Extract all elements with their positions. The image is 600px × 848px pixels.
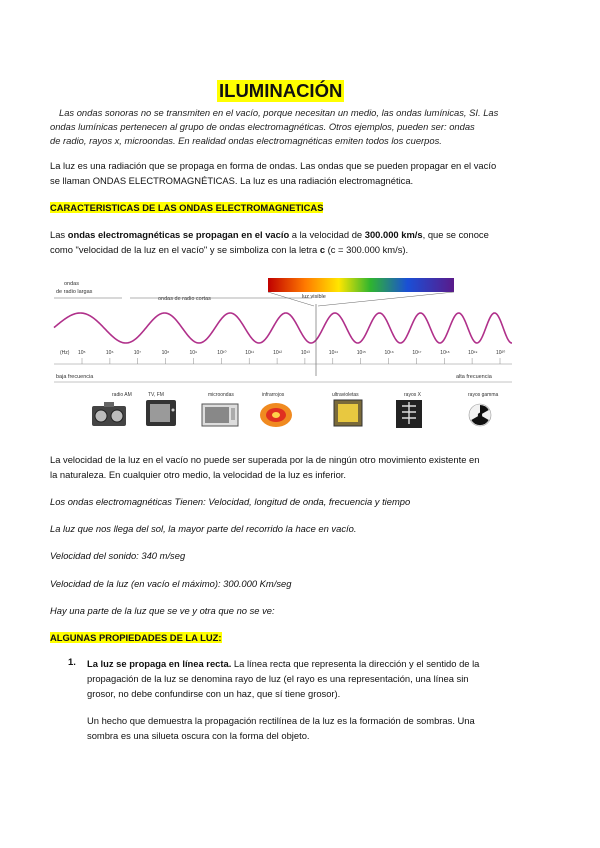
paragraph-shadows	[87, 713, 555, 743]
list-number: 1.	[68, 656, 76, 667]
heading-characteristics-text: CARACTERISTICAS DE LAS ONDAS ELECTROMAGNETICAS	[50, 202, 324, 213]
frequency-tick-label: 10¹⁶	[384, 350, 394, 356]
italic-line-sound-speed: Velocidad del sonido: 340 m/seg	[50, 550, 186, 561]
para4-line-1: Un hecho que demuestra la propagación rectilínea de la luz es la formación de sombras. Una	[87, 715, 475, 726]
radiation-icon	[469, 404, 491, 426]
intro-line-2: ondas lumínicas pertenecen al grupo de ondas electromagnéticas. Otros ejemplos, pueden ser: ondas	[50, 121, 475, 132]
label-long-radio-2: de radio largas	[56, 289, 93, 295]
visible-callout-right	[318, 292, 454, 306]
para2-line2-a: como "velocidad de la luz en el vacío" y se simboliza con la letra	[50, 244, 320, 255]
frequency-tick-label: 10¹⁰	[217, 350, 227, 356]
list-item-line-3: grosor, no debe confundirse con un haz, que sí tiene grosor).	[87, 688, 341, 699]
label-high-frequency: alta frecuencia	[456, 374, 492, 380]
para2-bold-d: 300.000 km/s	[364, 229, 423, 240]
label-short-radio: ondas de radio cortas	[158, 296, 211, 302]
paragraph-light-speed-limit	[50, 452, 555, 482]
para2-line2-c-letter: c	[319, 244, 326, 255]
label-long-radio-1: ondas	[64, 281, 79, 287]
para2-text-c: a la velocidad de	[289, 229, 365, 240]
device-label-ultraviolet: ultravioletas	[332, 392, 359, 398]
intro-line-1: Las ondas sonoras no se transmiten en el vacío, porque necesitan un medio, las ondas lumínicas, SI. Las	[59, 107, 499, 118]
para3-line-1: La velocidad de la luz en el vacío no puede ser superada por la de ningún otro movimiento existente en	[50, 454, 480, 465]
ultraviolet-lamp-icon	[334, 400, 362, 426]
wave-curve	[54, 313, 512, 343]
frequency-tick-label: 10¹¹	[245, 350, 255, 356]
frequency-tick-label: 10⁶	[105, 350, 114, 356]
device-label-gamma: rayos gamma	[468, 392, 499, 398]
frequency-tick-label: 10¹⁵	[356, 350, 367, 356]
para1-line-1: La luz es una radiación que se propaga en forma de ondas. Las ondas que se pueden propagar en el vacío	[50, 160, 497, 171]
microwave-icon	[202, 404, 238, 426]
section-heading-characteristics	[50, 200, 555, 215]
list-item-bold: La luz se propaga en línea recta.	[87, 658, 232, 669]
label-visible-light: luz visible	[302, 294, 326, 300]
intro-paragraph	[50, 106, 550, 148]
frequency-tick-label: 10²⁰	[496, 350, 506, 356]
para2-bold-b: ondas electromagnéticas se propagan en el vacío	[67, 229, 290, 240]
hz-label: (Hz)	[60, 350, 70, 356]
list-item-straight-line	[87, 656, 555, 701]
frequency-tick-label: 10⁵	[78, 350, 86, 356]
paragraph-speed-of-light	[50, 227, 555, 257]
para4-line-2: sombra es una silueta oscura con la forma del objeto.	[87, 730, 310, 741]
label-low-frequency: baja frecuencia	[56, 374, 94, 380]
frequency-tick-label: 10⁷	[133, 350, 142, 356]
frequency-tick-label: 10¹³	[300, 350, 310, 356]
frequency-ticks	[78, 350, 505, 364]
para2-text-a: Las	[50, 229, 68, 240]
frequency-tick-label: 10¹⁸	[440, 350, 450, 356]
frequency-tick-label: 10¹⁷	[412, 350, 422, 356]
frequency-tick-label: 10¹²	[273, 350, 283, 356]
list-item-line-2: propagación de la luz se denomina rayo de luz (el rayo es una representación, una línea sin	[87, 673, 469, 684]
frequency-tick-label: 10⁹	[189, 350, 198, 356]
italic-line-light-speed: Velocidad de la luz (en vacío el máximo): 300.000 Km/seg	[50, 578, 292, 589]
frequency-tick-label: 10⁸	[161, 350, 170, 356]
device-label-infrared: infrarrojos	[262, 392, 285, 398]
italic-line-properties: Los ondas electromagnéticas Tienen: Velocidad, longitud de onda, frecuencia y tiempo	[50, 496, 411, 507]
paragraph-light-radiation	[50, 158, 555, 188]
frequency-tick-label: 10¹⁴	[328, 350, 339, 356]
television-icon	[146, 400, 176, 426]
italic-line-sun: La luz que nos llega del sol, la mayor parte del recorrido la hace en vacío.	[50, 523, 357, 534]
page-title: ILUMINACIÓN	[219, 80, 343, 101]
frequency-tick-label: 10¹⁹	[468, 350, 478, 356]
device-label-xrays: rayos X	[404, 392, 421, 398]
italic-line-visible: Hay una parte de la luz que se ve y otra que no se ve:	[50, 605, 275, 616]
heading-properties-text: ALGUNAS PROPIEDADES DE LA LUZ:	[50, 632, 222, 643]
device-label-tv-fm: TV, FM	[148, 392, 164, 398]
xray-icon	[396, 400, 422, 428]
list-item-rest: La línea recta que representa la dirección y el sentido de la	[231, 658, 480, 669]
para2-line2-c: (c = 300.000 km/s).	[325, 244, 409, 255]
section-heading-properties	[50, 630, 555, 645]
para2-text-e: , que se conoce	[422, 229, 489, 240]
infrared-icon	[260, 403, 292, 427]
para1-line-2: se llaman ONDAS ELECTROMAGNÉTICAS. La luz es una radiación electromagnética.	[50, 175, 414, 186]
device-label-microwaves: microondas	[208, 392, 234, 398]
device-label-radio-am: radio AM	[112, 392, 132, 398]
radio-icon	[92, 402, 126, 426]
intro-line-3: de radio, rayos x, microondas. En realidad ondas electromagnéticas emiten todos los cuerpos.	[50, 135, 442, 146]
electromagnetic-spectrum-figure	[50, 272, 518, 440]
para3-line-2: la naturaleza. En cualquier otro medio, la velocidad de la luz es inferior.	[50, 469, 347, 480]
visible-spectrum-bar	[268, 278, 454, 292]
